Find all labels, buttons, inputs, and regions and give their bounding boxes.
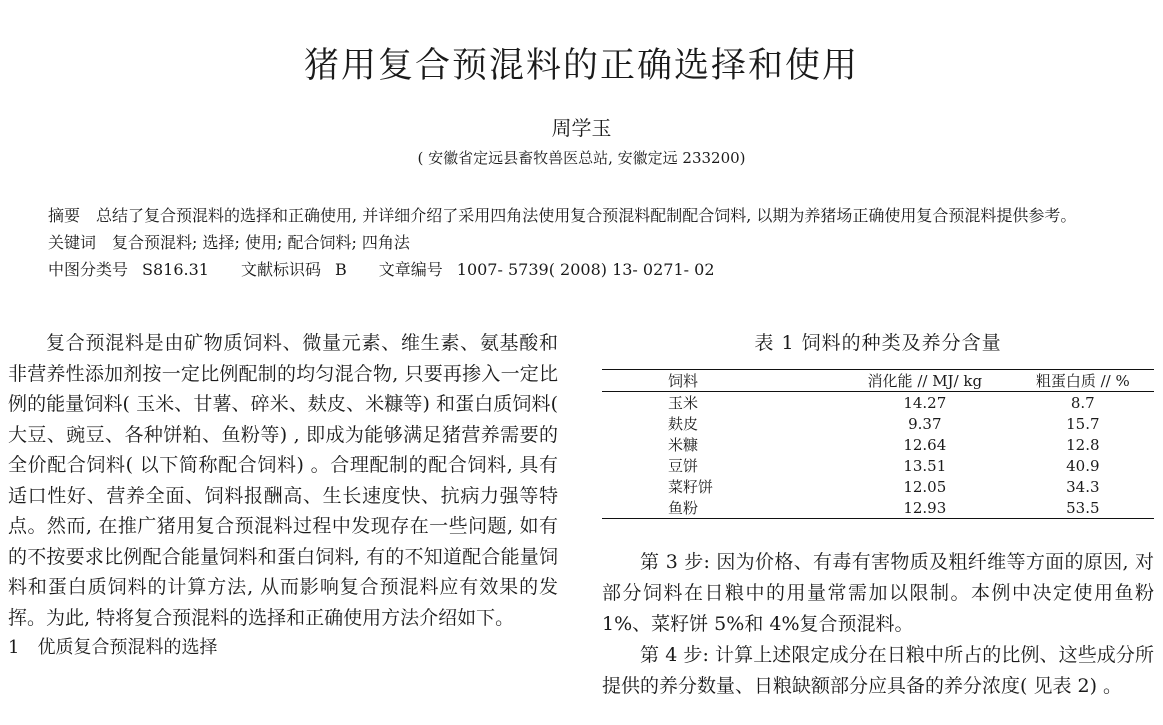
table-row (602, 434, 1154, 455)
table-row (602, 497, 1154, 519)
abstract-text: 总结了复合预混料的选择和正确使用, 并详细介绍了采用四角法使用复合预混料配制配合饲料, 以期为养猪场正确使用复合预混料提供参考。 (96, 206, 1077, 225)
table-row (602, 413, 1154, 434)
article-number-value: 1007- 5739( 2008) 13- 0271- 02 (456, 260, 715, 279)
table-cell: 菜籽饼 (668, 478, 714, 496)
table-cell: 12.93 (903, 498, 947, 517)
intro-paragraph: 复合预混料是由矿物质饲料、微量元素、维生素、氨基酸和非营养性添加剂按一定比例配制的均匀混合物, 只要再掺入一定比例的能量饲料( 玉米、甘薯、碎米、麸皮、米糠等) 和蛋白质饲料( 大豆、豌豆、各种饼粕、鱼粉等) , 即成为能够满足猪营养需要的全价配合饲料( 以下简称配合饲料) 。合理配制的配合饲料, 具有适口性好、营养全面、饲料报酬高、生长速度快、抗病力强等特点。然而, 在推广猪用复合预混料过程中发现存在一些问题, 如有的不按要求比例配合能量饲料和蛋白饲料, 有的不知道配合能量饲料和蛋白质饲料的计算方法, 从而影响复合预混料应有效果的发挥。为此, 特将复合预混料的选择和正确使用方法介绍如下。 (8, 332, 558, 629)
table-cell: 豆饼 (668, 457, 699, 475)
table-cell: 米糠 (668, 436, 699, 454)
table-caption: 表 1 饲料的种类及养分含量 (754, 332, 1002, 354)
table-header-energy: 消化能 // MJ/ kg (838, 370, 1012, 392)
table-cell: 14.27 (903, 393, 947, 412)
table-cell: 9.37 (908, 414, 942, 433)
table-row (602, 392, 1154, 414)
table-cell: 玉米 (668, 394, 699, 412)
table-cell: 34.3 (1066, 477, 1100, 496)
left-column (8, 328, 558, 664)
table-cell: 53.5 (1066, 498, 1100, 517)
table-cell: 8.7 (1070, 393, 1095, 412)
abstract-paragraph (8, 202, 1154, 229)
abstract-label: 摘要 (48, 206, 81, 225)
abstract-block (8, 202, 1154, 283)
author-affiliation: ( 安徽省定远县畜牧兽医总站, 安徽定远 233200) (417, 149, 746, 167)
step3-paragraph: 第 3 步: 因为价格、有毒有害物质及粗纤维等方面的原因, 对部分饲料在日粮中的用量常需加以限制。本例中决定使用鱼粉 1%、菜籽饼 5%和 4%复合预混料。 (602, 551, 1154, 635)
table-cell: 13.51 (903, 456, 947, 475)
table-row (602, 476, 1154, 497)
article-title: 猪用复合预混料的正确选择和使用 (303, 46, 859, 86)
table-header-protein: 粗蛋白质 // % (1012, 370, 1154, 392)
section-heading-text: 优质复合预混料的选择 (37, 637, 218, 658)
clc-value: S816.31 (142, 260, 209, 279)
clc-label: 中图分类号 (48, 260, 129, 279)
table-cell: 麸皮 (668, 415, 699, 433)
keywords-label: 关键词 (48, 233, 97, 252)
table-row (602, 455, 1154, 476)
section-heading (8, 633, 558, 664)
keywords-text: 复合预混料; 选择; 使用; 配合饲料; 四角法 (112, 233, 410, 252)
table-cell: 12.05 (903, 477, 947, 496)
table-cell: 12.64 (903, 435, 947, 454)
keywords-line (8, 229, 1154, 256)
doc-code-value: B (334, 260, 347, 279)
table-header-row (602, 370, 1154, 392)
section-heading-number: 1 (8, 637, 20, 658)
right-body-text (602, 547, 1154, 702)
table-cell: 鱼粉 (668, 499, 699, 517)
table-header-feed: 饲料 (602, 370, 838, 392)
author-name: 周学玉 (551, 116, 612, 140)
table-cell: 15.7 (1066, 414, 1100, 433)
classification-line (8, 256, 1154, 283)
step4-paragraph: 第 4 步: 计算上述限定成分在日粮中所占的比例、这些成分所提供的养分数量、日粮缺额部分应具备的养分浓度( 见表 2) 。 (602, 644, 1154, 697)
article-number-label: 文章编号 (378, 260, 443, 279)
table-cell: 40.9 (1066, 456, 1100, 475)
table-cell: 12.8 (1066, 435, 1100, 454)
right-column (602, 328, 1154, 702)
feed-nutrient-table (602, 369, 1154, 519)
doc-code-label: 文献标识码 (240, 260, 321, 279)
